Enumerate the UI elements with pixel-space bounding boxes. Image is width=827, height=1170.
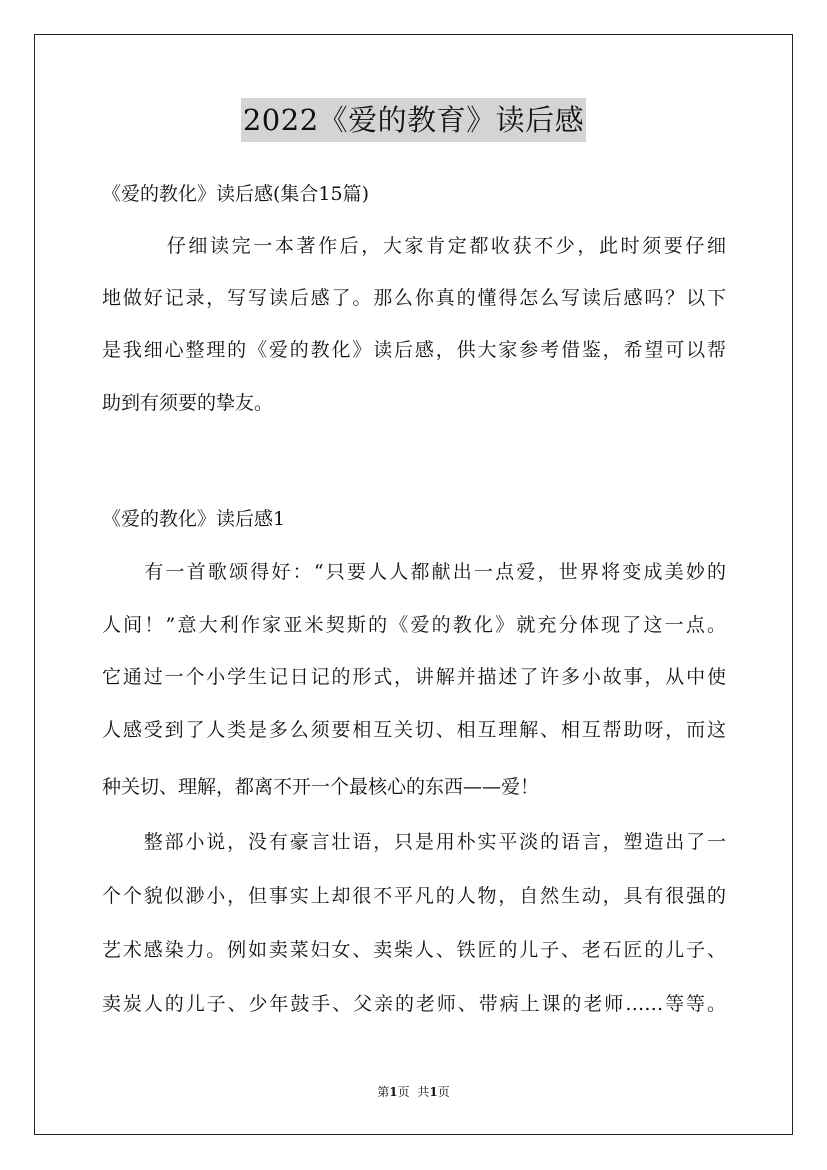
paragraph-line: 整部小说，没有豪言壮语，只是用朴实平淡的语言，塑造出了一 [102,831,726,853]
paragraph-line: 种关切、理解，都离不开一个最核心的东西——爱！ [102,776,540,798]
paragraph-line: 人间！”意大利作家亚米契斯的《爱的教化》就充分体现了这一点。 [102,614,726,636]
paragraph-line: 卖炭人的儿子、少年鼓手、父亲的老师、带病上课的老师……等等。 [102,993,726,1015]
total-prefix: 共 [417,1085,430,1099]
subtitle: 《爱的教化》读后感(集合15篇) [102,183,370,205]
intro-line: 是我细心整理的《爱的教化》读后感，供大家参考借鉴，希望可以帮 [102,339,726,361]
page-footer [0,1083,827,1101]
title-text: 2022《爱的教育》读后感 [241,98,586,142]
paragraph-line: 人感受到了人类是多么须要相互关切、相互理解、相互帮助呀，而这 [102,719,726,741]
page-suffix: 页 [397,1085,410,1099]
page-prefix: 第 [377,1085,390,1099]
section-heading: 《爱的教化》读后感1 [102,508,286,530]
page-number: 1 [389,1085,398,1099]
paragraph-line: 艺术感染力。例如卖菜妇女、卖柴人、铁匠的儿子、老石匠的儿子、 [102,939,726,961]
total-suffix: 页 [437,1085,450,1099]
paragraph-line: 它通过一个小学生记日记的形式，讲解并描述了许多小故事，从中使 [102,666,726,688]
intro-line: 助到有须要的挚友。 [102,392,274,414]
intro-line: 地做好记录，写写读后感了。那么你真的懂得怎么写读后感吗？以下 [102,287,726,309]
document-title [0,98,827,142]
paragraph-line: 有一首歌颂得好：“只要人人都献出一点爱，世界将变成美妙的 [102,561,726,583]
paragraph-line: 个个貌似渺小，但事实上却很不平凡的人物，自然生动，具有很强的 [102,885,726,907]
total-pages: 1 [429,1085,438,1099]
intro-line: 仔细读完一本著作后，大家肯定都收获不少，此时须要仔细 [102,235,726,257]
